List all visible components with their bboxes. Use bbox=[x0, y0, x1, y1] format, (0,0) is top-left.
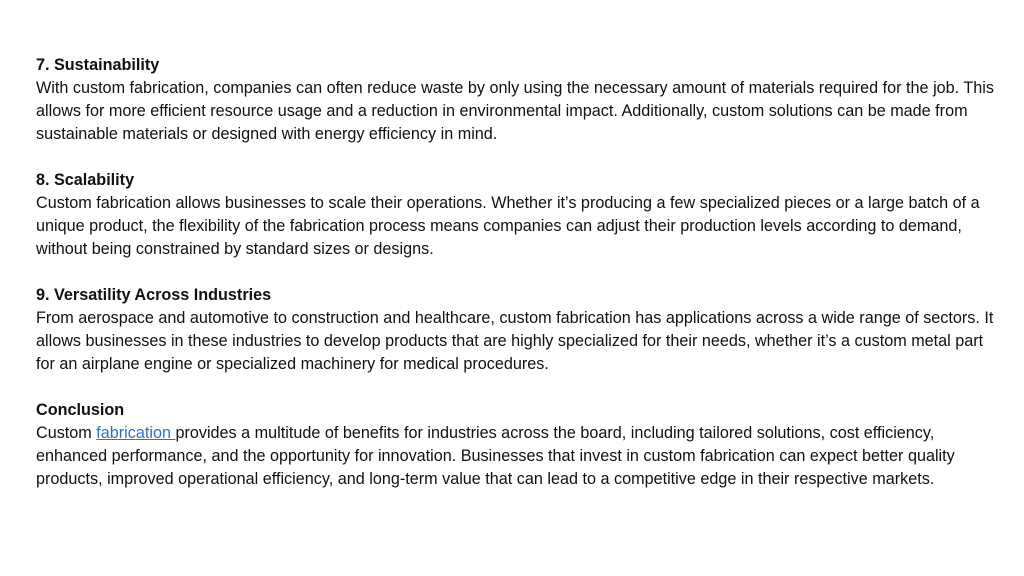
section-paragraph: Custom fabrication allows businesses to scale their operations. Whether it’s producing a few specialized pieces or a large batch of a unique product, the flexibility of the fabrication process means companies can adjust their production levels according to demand, without being constrained by standard sizes or designs. bbox=[36, 194, 980, 258]
section-sustainability bbox=[36, 54, 1004, 146]
section-paragraph: From aerospace and automotive to construction and healthcare, custom fabrication has applications across a wide range of sectors. It allows businesses in these industries to develop products that are highly specialized for their needs, whether it’s a custom metal part for an airplane engine or specialized machinery for medical procedures. bbox=[36, 309, 994, 373]
section-paragraph: With custom fabrication, companies can often reduce waste by only using the necessary amount of materials required for the job. This allows for more efficient resource usage and a reduction in environmental impact. Additionally, custom solutions can be made from sustainable materials or designed with energy efficiency in mind. bbox=[36, 79, 994, 143]
document-body bbox=[36, 54, 1004, 491]
conclusion-heading: Conclusion bbox=[36, 401, 125, 419]
section-heading: 7. Sustainability bbox=[36, 56, 160, 74]
section-heading: 9. Versatility Across Industries bbox=[36, 286, 272, 304]
conclusion-suffix: provides a multitude of benefits for industries across the board, including tailored solutions, cost efficiency, enhanced performance, and the opportunity for innovation. Businesses that invest in custom fabrication can expect better quality products, improved operational efficiency, and long-term value that can lead to a competitive edge in their respective markets. bbox=[36, 424, 955, 488]
fabrication-link[interactable]: fabrication bbox=[96, 424, 176, 442]
conclusion-prefix: Custom bbox=[36, 424, 97, 442]
section-versatility bbox=[36, 284, 1004, 376]
conclusion-paragraph bbox=[36, 422, 1004, 491]
section-scalability bbox=[36, 169, 1004, 261]
section-heading: 8. Scalability bbox=[36, 171, 135, 189]
section-conclusion bbox=[36, 399, 1004, 491]
